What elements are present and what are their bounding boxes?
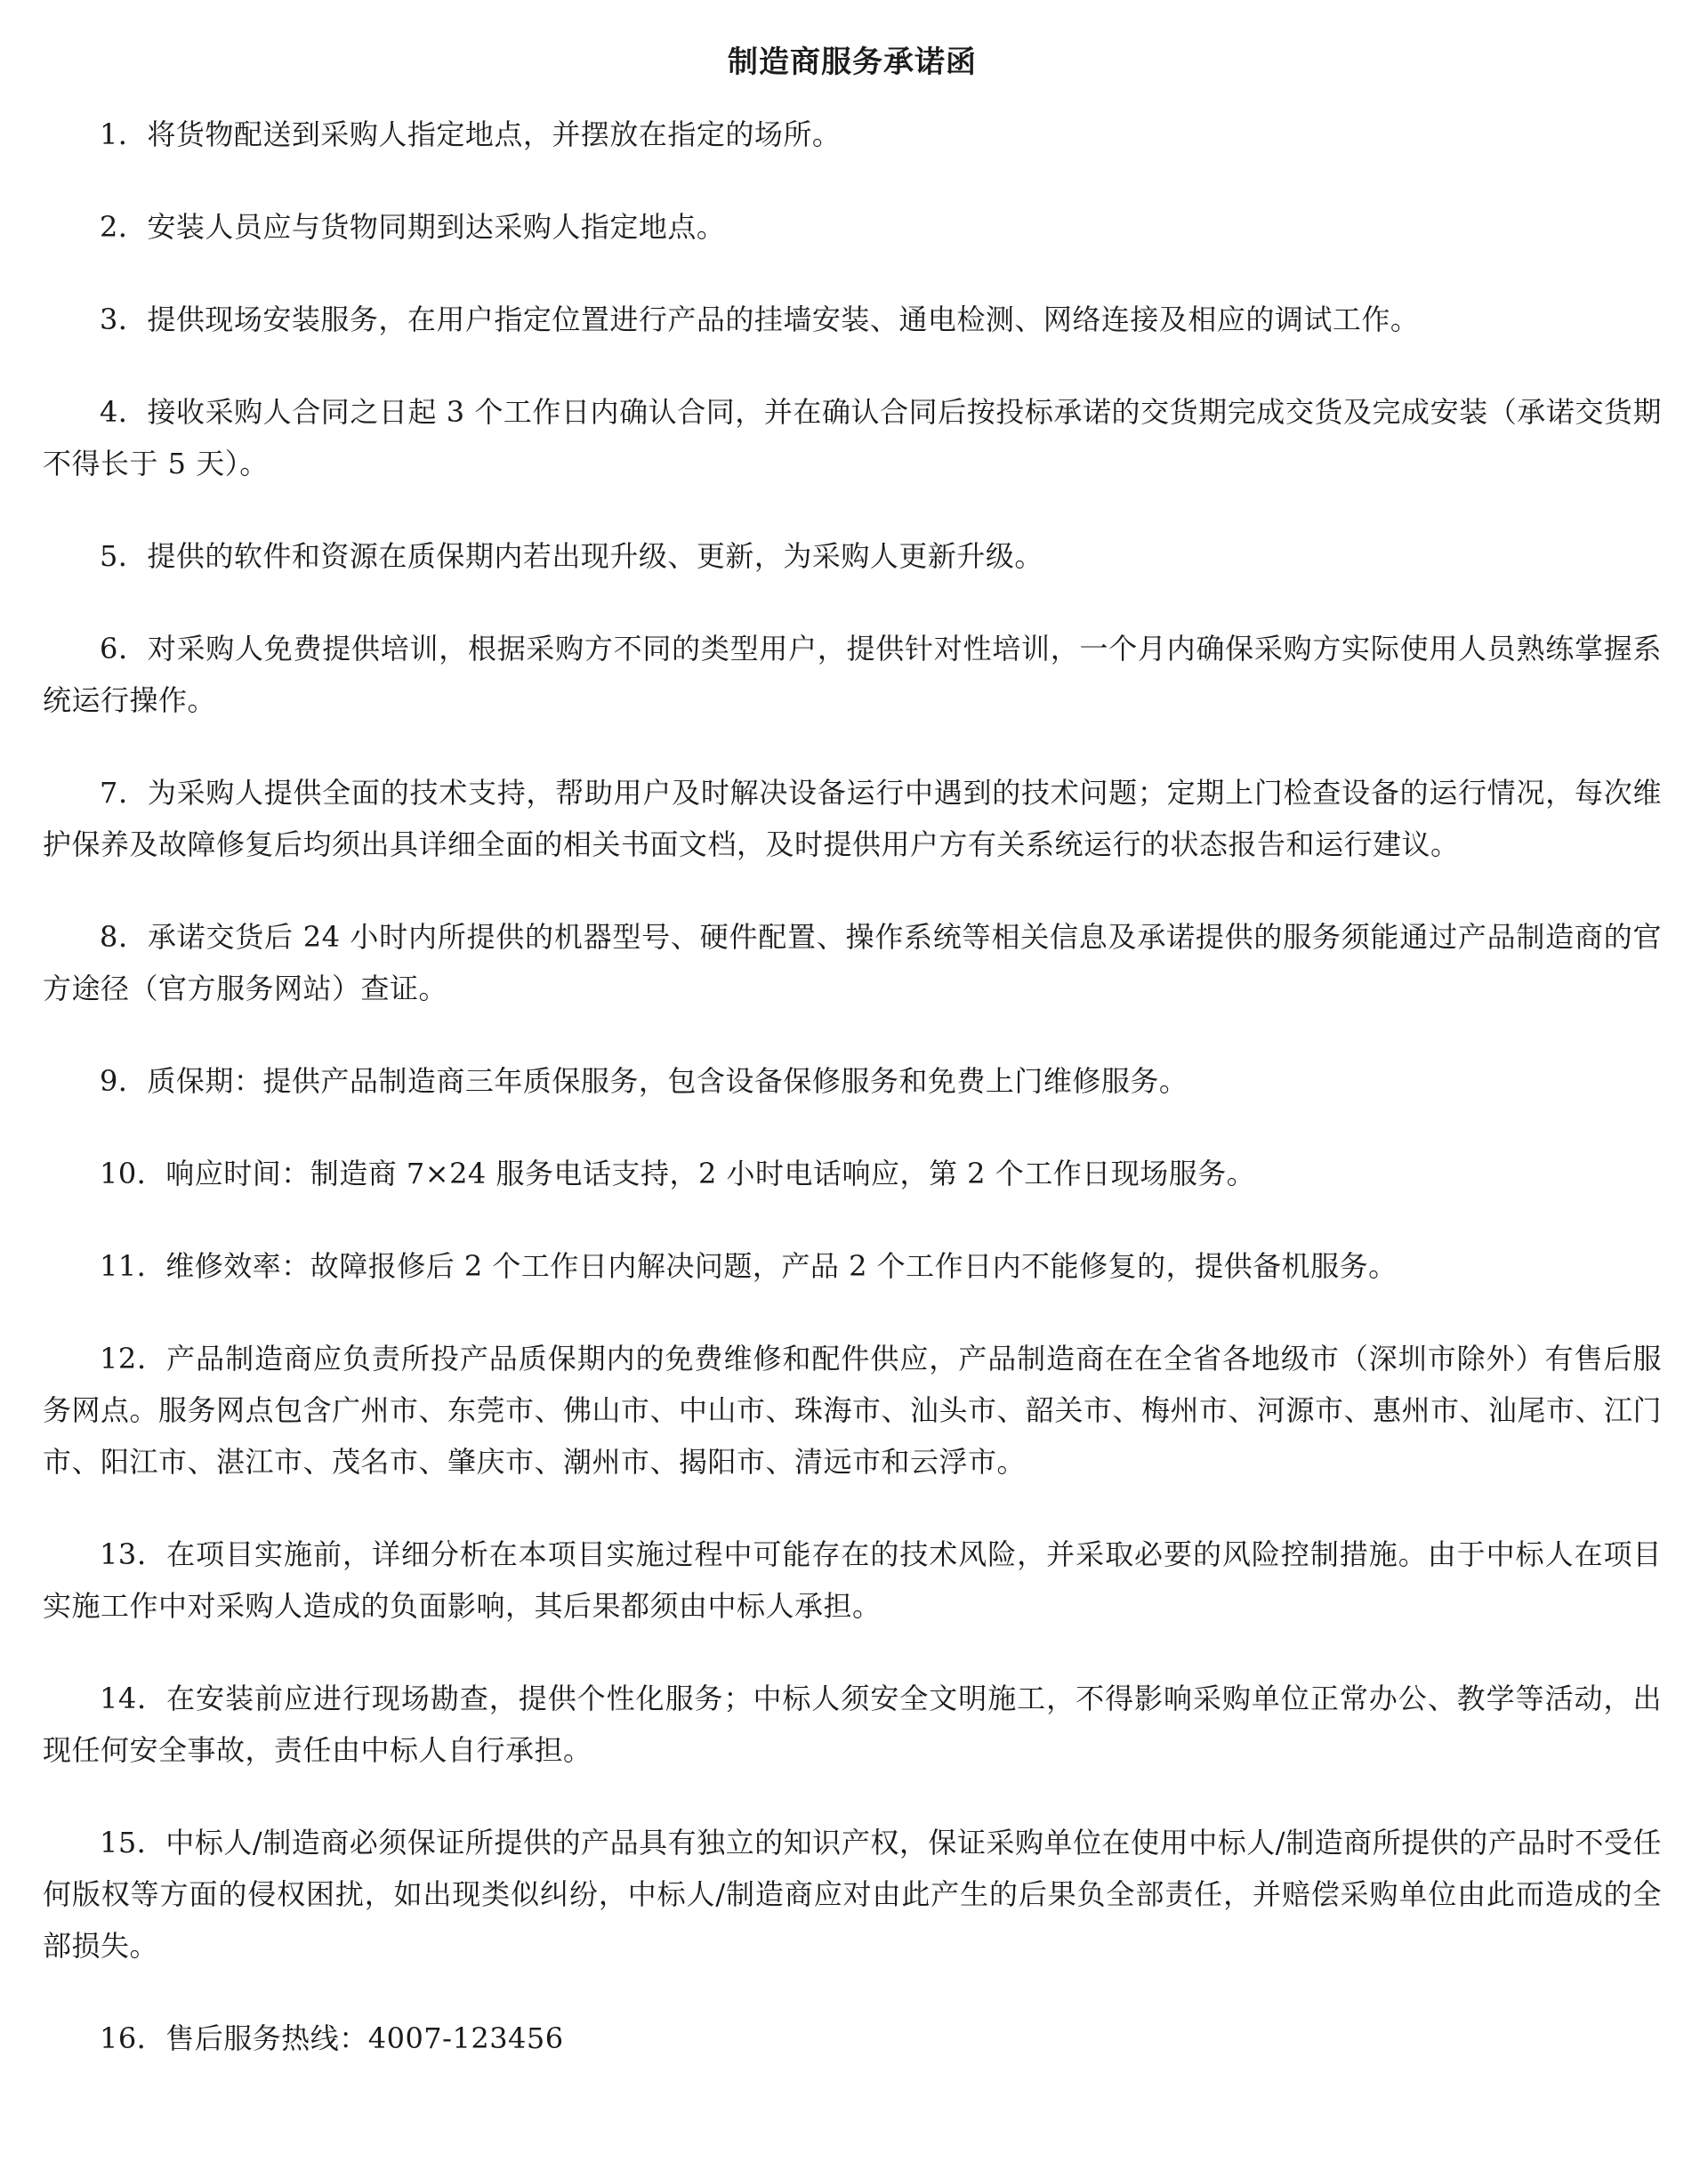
commitment-item-7: 7．为采购人提供全面的技术支持，帮助用户及时解决设备运行中遇到的技术问题；定期上门检查设备的运行情况，每次维护保养及故障修复后均须出具详细全面的相关书面文档，及时提供用户方有关系统运行的状态报告和运行建议。 (43, 776, 1662, 861)
commitment-item-1: 1．将货物配送到采购人指定地点，并摆放在指定的场所。 (100, 117, 842, 151)
commitment-item-11: 11．维修效率：故障报修后 2 个工作日内解决问题，产品 2 个工作日内不能修复的，提供备机服务。 (100, 1249, 1398, 1283)
commitment-item-4: 4．接收采购人合同之日起 3 个工作日内确认合同，并在确认合同后按投标承诺的交货期完成交货及完成安装（承诺交货期不得长于 5 天）。 (43, 395, 1662, 480)
page-title: 制造商服务承诺函 (728, 44, 977, 80)
document-page (43, 36, 1662, 2105)
commitment-item-12: 12．产品制造商应负责所投产品质保期内的免费维修和配件供应，产品制造商在在全省各地级市（深圳市除外）有售后服务网点。服务网点包含广州市、东莞市、佛山市、中山市、珠海市、汕头市、韶关市、梅州市、河源市、惠州市、汕尾市、江门市、阳江市、湛江市、茂名市、肇庆市、潮州市、揭阳市、清远市和云浮市。 (43, 1342, 1663, 1479)
commitment-item-8: 8．承诺交货后 24 小时内所提供的机器型号、硬件配置、操作系统等相关信息及承诺提供的服务须能通过产品制造商的官方途径（官方服务网站）查证。 (43, 920, 1662, 1005)
commitment-item-10: 10．响应时间：制造商 7×24 服务电话支持，2 小时电话响应，第 2 个工作日现场服务。 (100, 1157, 1256, 1190)
commitment-item-6: 6．对采购人免费提供培训，根据采购方不同的类型用户，提供针对性培训，一个月内确保采购方实际使用人员熟练掌握系统运行操作。 (43, 632, 1662, 717)
commitment-item-3: 3．提供现场安装服务，在用户指定位置进行产品的挂墙安装、通电检测、网络连接及相应的调试工作。 (100, 303, 1420, 336)
commitment-item-2: 2．安装人员应与货物同期到达采购人指定地点。 (100, 210, 726, 244)
commitment-item-15: 15．中标人/制造商必须保证所提供的产品具有独立的知识产权，保证采购单位在使用中标人/制造商所提供的产品时不受任何版权等方面的侵权困扰，如出现类似纠纷，中标人/制造商应对由此产生的后果负全部责任，并赔偿采购单位由此而造成的全部损失。 (43, 1826, 1662, 1963)
commitment-item-13: 13．在项目实施前，详细分析在本项目实施过程中可能存在的技术风险，并采取必要的风险控制措施。由于中标人在项目实施工作中对采购人造成的负面影响，其后果都须由中标人承担。 (43, 1537, 1662, 1623)
hotline-item: 16．售后服务热线：4007-123456 (100, 2021, 564, 2055)
commitment-item-5: 5．提供的软件和资源在质保期内若出现升级、更新，为采购人更新升级。 (100, 539, 1043, 573)
commitment-item-14: 14．在安装前应进行现场勘查，提供个性化服务；中标人须安全文明施工，不得影响采购单位正常办公、教学等活动，出现任何安全事故，责任由中标人自行承担。 (43, 1682, 1662, 1767)
commitment-item-9: 9．质保期：提供产品制造商三年质保服务，包含设备保修服务和免费上门维修服务。 (100, 1064, 1188, 1098)
